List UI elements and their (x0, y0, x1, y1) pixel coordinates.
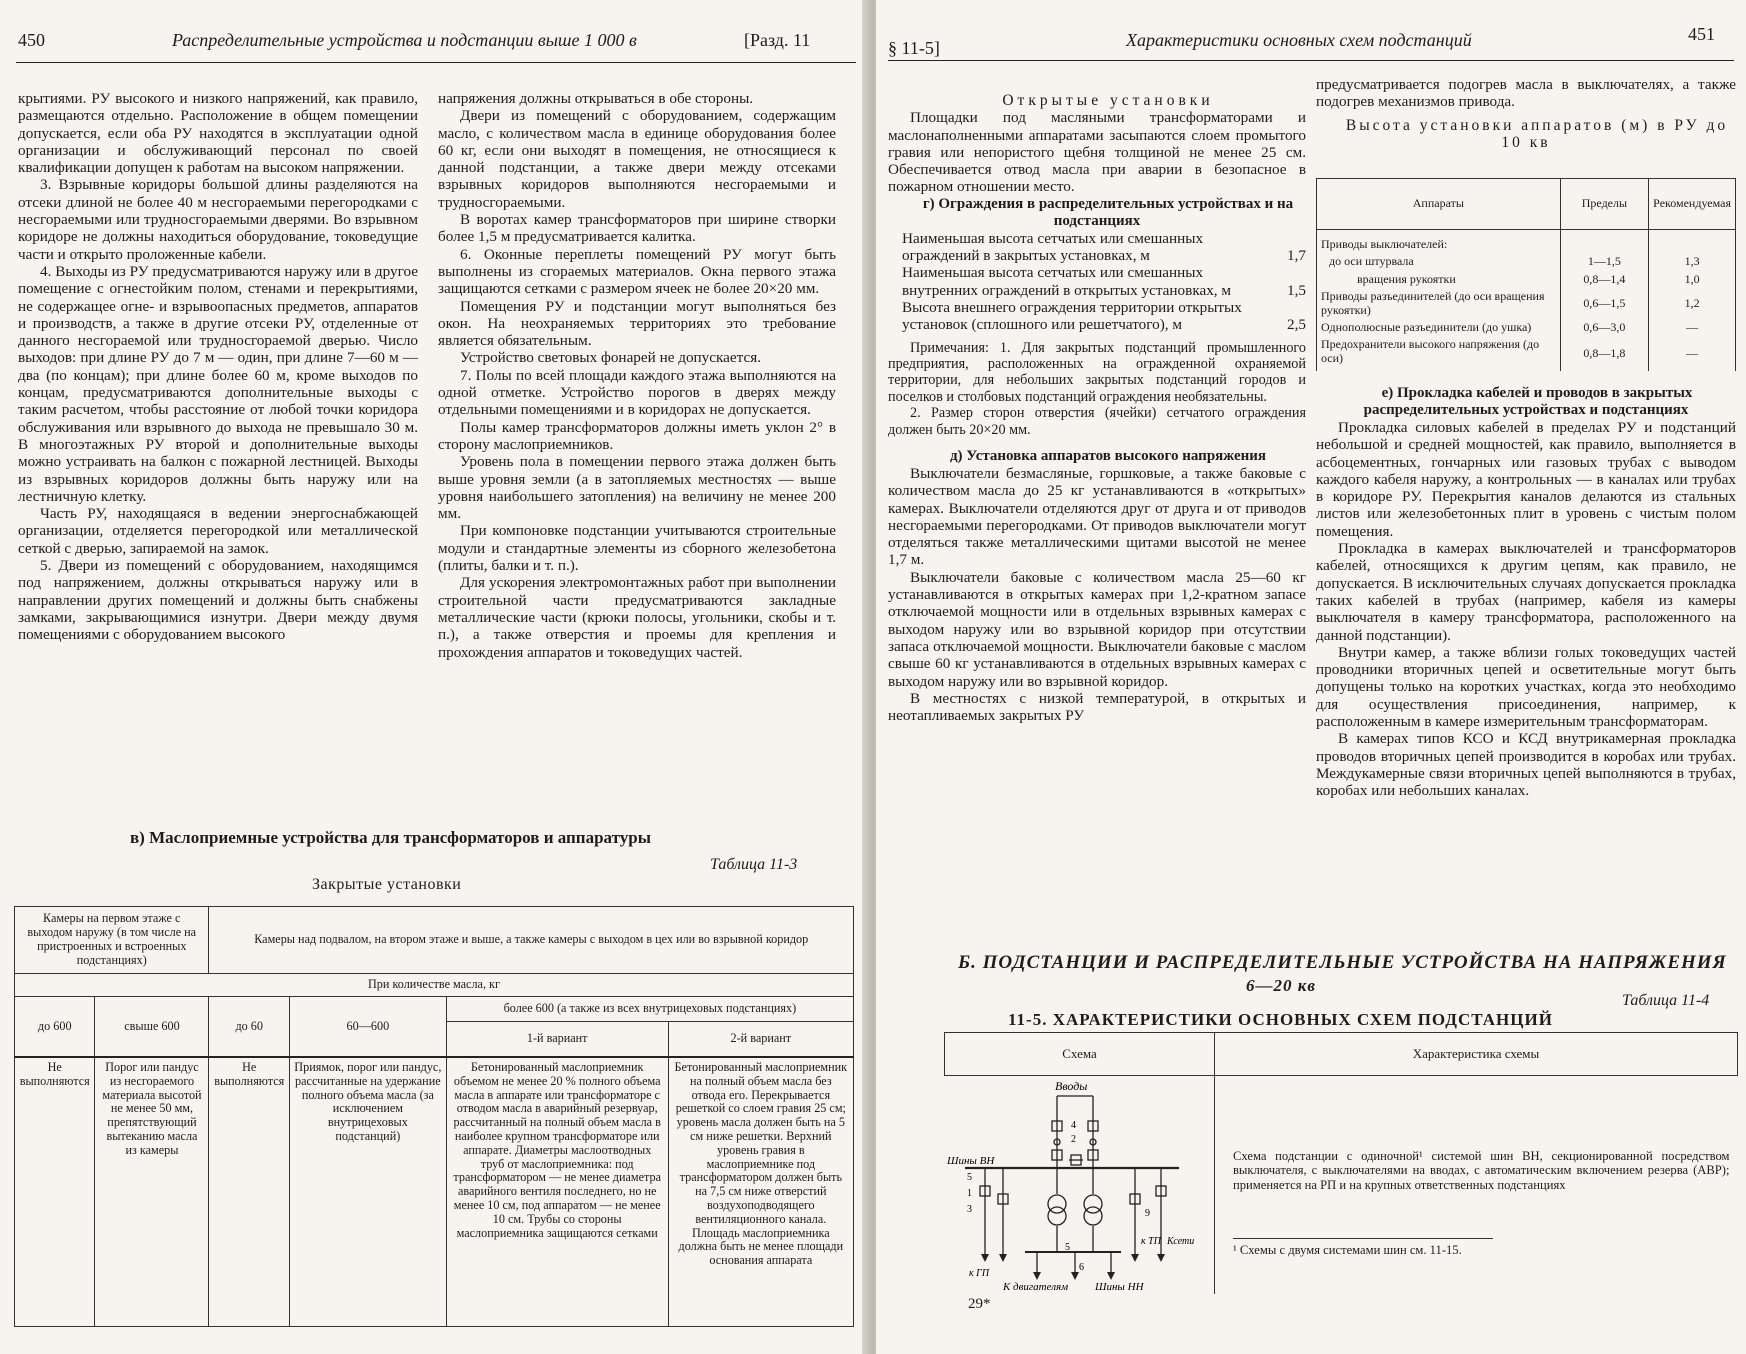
paragraph: предусматривается подогрев масла в выключателях, а также подогрев механизмов привода. (1316, 76, 1736, 111)
header-limits: Пределы (1560, 179, 1649, 230)
table-cell: Порог или пандус из несгораемого материала высотой не менее 50 мм, препятствующий вытеканию масла из камеры (95, 1057, 209, 1327)
paragraph: 4. Выходы из РУ предусматриваются наружу или в другое помещение с огнестойким полом, стенами и перекрытиями, не содержащее огне- и взрывоопасных предметов, аппаратов и производств, а также в другие отсеки РУ, отделенные от данного несгораемой или трудносгораемой дверью. Число выходов: при длине РУ до 7 м — один, при длине 7—60 м — два (по концам); при длине более 60 м, кроме выходов по концам, предусматриваются дополнительные выходы с таким расчетом, чтобы расстояние от любой точки коридора обслуживания или взрывного до выхода не превышало 30 м. В многоэтажных РУ второй и дополнительные выходы можно устраивать на балкон с пожарной лестницей. Выходы из взрывных коридоров должны быть наружу или на лестничную клетку. (18, 262, 418, 505)
header-first-floor: Камеры на первом этаже с выходом наружу (в том числе на пристроенных и встроенных подстанциях) (15, 907, 209, 974)
footnote: ¹ Схемы с двумя системами шин см. 11-15. (1233, 1238, 1493, 1257)
right-column-1 (888, 92, 1306, 724)
paragraph: 6. Оконные переплеты помещений РУ могут быть выполнены из сгораемых материалов. Окна первого этажа защищаются сетками с размером ячеек не более 20×20 мм. (438, 245, 836, 298)
paragraph: крытиями. РУ высокого и низкого напряжений, как правило, размещаются отдельно. Расположение в общем помещении допускается, если оба РУ находятся в эксплуатации одной организации и обслуживающий персонал по своей квалификации допущен к работам на высоком напряжении. (18, 90, 418, 177)
paragraph: Прокладка в камерах выключателей и трансформаторов кабелей, относящихся к другим цепям, как правило, не допускается. В исключительных случаях допускается прокладка таких кабелей в трубах (например, кабеля из камеры выключателя в камеру трансформатора, расположенного на данной подстанции). (1316, 540, 1736, 644)
paragraph: Часть РУ, находящаяся в ведении энергоснабжающей организации, отделяется перегородкой или металлической сеткой с дверью, запираемой на замок. (18, 505, 418, 557)
table-cell: Однополюсные разъединители (до ушка) (1317, 319, 1561, 336)
table-caption: Таблица 11-3 (710, 856, 798, 873)
left-column-2 (438, 90, 836, 661)
paragraph: Площадки под масляными трансформаторами и маслонаполненными аппаратами засыпаются слоем промытого гравия или непористого щебня толщиной не менее 25 см. Обеспечивается отвод масла при аварии в безопасное в пожарном отношении место. (888, 109, 1306, 196)
diagram-label: 5 (966, 1172, 972, 1183)
fence-param (888, 299, 1306, 334)
header-recommended: Рекомендуемая (1649, 179, 1736, 230)
block-title-oil-receivers: в) Маслоприемные устройства для трансформаторов и аппаратуры (130, 828, 651, 847)
paragraph: В местностях с низкой температурой, в открытых и неотапливаемых закрытых РУ (888, 689, 1306, 725)
header-gt600: свыше 600 (95, 997, 209, 1058)
param-text: Высота внешнего ограждения территории открытых установок (сплошного или решетчатого), м (902, 298, 1242, 334)
paragraph: Помещения РУ и подстанции могут выполняться без окон. На неохраняемых территориях это требование является обязательным. (438, 297, 836, 350)
paragraph: Выключатели баковые с количеством масла 25—60 кг устанавливаются в открытых камерах при 1,2-кратном запасе отключаемой мощности или в отдельных взрывных камерах с выходом наружу или во взрывной коридор при отсутствии запаса отключаемой мощности. Выключатели баковые с маслом свыше 60 кг устанавливаются в отдельных взрывных камерах с выходом наружу или во взрывной коридор. (888, 568, 1306, 690)
note: 2. Размер сторон отверстия (ячейки) сетчатого ограждения должен быть 20×20 мм. (888, 405, 1306, 438)
diagram-label: 5 (1064, 1242, 1070, 1253)
header-more600: более 600 (а также из всех внутрицеховых подстанциях) (446, 997, 853, 1022)
table-cell: до оси штурвала (1317, 253, 1561, 270)
header-le60: до 60 (209, 997, 289, 1058)
signature-mark: 29* (968, 1296, 991, 1312)
scheme-description (1214, 1076, 1737, 1295)
fence-param (888, 264, 1306, 299)
right-page (876, 0, 1746, 1354)
paragraph: Устройство световых фонарей не допускается. (460, 349, 761, 367)
table-cell: Приямок, порог или пандус, рассчитанные на удержание полного объема масла (за исключением внутрицеховых подстанций) (289, 1057, 446, 1327)
diagram-label: 9 (1144, 1208, 1150, 1219)
table-cell: 1,2 (1649, 288, 1736, 319)
diagram-label: 4 (1070, 1120, 1076, 1131)
paragraph: Для ускорения электромонтажных работ при выполнении строительной части предусматриваются закладные металлические части (крюки полосы, угольники, скобы и т. п.), а также отверстия и проемы для крепления и прохождения аппаратов и токоведущих частей. (438, 574, 836, 661)
section-ref: § 11-5] (888, 38, 940, 58)
table-cell: Не выполняются (15, 1057, 95, 1327)
param-value: 1,5 (1287, 281, 1306, 299)
diagram-label: к ГП (968, 1268, 989, 1279)
diagram-label: к ТП (1140, 1236, 1161, 1247)
param-text: Наименьшая высота сетчатых или смешанных ограждений в закрытых установках, м (902, 229, 1204, 265)
apparatus-height-table (1316, 178, 1736, 371)
paragraph: напряжения должны открываться в обе стороны. (438, 90, 754, 107)
table-cell: — (1649, 336, 1736, 371)
table-cell: Предохранители высокого напряжения (до оси) (1317, 336, 1561, 371)
section-b-subtitle: 6—20 кв (1246, 976, 1316, 995)
table-caption: Таблица 11-4 (1622, 992, 1710, 1009)
table-cell: 1,3 (1649, 253, 1736, 270)
table-cell: — (1649, 319, 1736, 336)
header-variant-2: 2-й вариант (668, 1022, 853, 1058)
running-head: Характеристики основных схем подстанций (1126, 30, 1472, 50)
table-cell: Бетонированный маслоприемник на полный объем масла без отвода его. Перекрывается решеткой со слоем гравия 25 см; уровень масла должен быть на 5 см ниже решетки. Верхний уровень гравия в маслоприемнике под трансформатором должен быть на 7,5 см ниже отверстий воздухоподводящего вентиляционного канала. Площадь маслоприемника должна быть не менее площади основания аппарата (668, 1057, 853, 1327)
param-text: Наименьшая высота сетчатых или смешанных внутренних ограждений в открытых установках, м (902, 264, 1232, 299)
diagram-label: Ксети (1166, 1236, 1194, 1247)
page-number: 450 (18, 30, 45, 50)
header-scheme: Схема (945, 1033, 1215, 1076)
header-other-chambers: Камеры над подвалом, на втором этаже и выше, а также камеры с выходом в цех или во взрывной коридор (209, 907, 854, 974)
param-value: 2,5 (1287, 316, 1306, 334)
table-cell: вращения рукоятки (1317, 271, 1561, 288)
header-rule (888, 60, 1734, 61)
section-ref: [Разд. 11 (744, 30, 811, 50)
paragraph: 7. Полы по всей площади каждого этажа выполняются на одной отметке. Устройство порогов в дверях между отдельными помещениями и в коридорах не допускается. (438, 366, 836, 419)
table-cell: 0,8—1,8 (1560, 336, 1649, 371)
header-apparatus: Аппараты (1317, 179, 1561, 230)
table-cell: Приводы выключателей: (1317, 230, 1561, 254)
diagram-label: Вводы (1054, 1079, 1087, 1093)
fence-param (888, 230, 1306, 265)
right-column-2 (1316, 76, 1736, 151)
section-11-5-title: 11-5. ХАРАКТЕРИСТИКИ ОСНОВНЫХ СХЕМ ПОДСТАНЦИЙ (1008, 1010, 1553, 1029)
paragraph: Полы камер трансформаторов должны иметь уклон 2° в сторону маслоприемников. (438, 418, 836, 453)
header-oil-amount: При количестве масла, кг (15, 974, 854, 997)
left-column-1 (18, 90, 418, 644)
table-cell (1649, 230, 1736, 254)
table-cell: Не выполняются (209, 1057, 289, 1327)
table-subtitle: Закрытые установки (312, 876, 462, 893)
scheme-cell (945, 1076, 1215, 1295)
section-b-title: Б. ПОДСТАНЦИИ И РАСПРЕДЕЛИТЕЛЬНЫЕ УСТРОЙСТВА НА НАПРЯЖЕНИЯ (958, 952, 1727, 973)
diagram-label: 3 (966, 1204, 972, 1215)
page-number: 451 (1688, 24, 1715, 44)
diagram-label: 1 (966, 1188, 972, 1199)
header-60-600: 60—600 (289, 997, 446, 1058)
paragraph: Выключатели безмасляные, горшковые, а также баковые с количеством масла до 25 кг устанавливаются в «открытых» камерах. Выключатели отделяются друг от друга и от приводов несгораемыми перегородками. От приводов выключатели могут отделяться также металлическими щитами высотой не менее 1,7 м. (888, 465, 1306, 569)
section-g-title: г) Ограждения в распределительных устройствах и на подстанциях (922, 195, 1294, 229)
diagram-label: Шины НН (1094, 1281, 1144, 1293)
header-characteristic: Характеристика схемы (1214, 1033, 1737, 1076)
table-cell (1560, 230, 1649, 254)
paragraph: В камерах типов КСО и КСД внутрикамерная прокладка проводов вторичных цепей производится в коробах или трубах. Междукамерные связи вторичных цепей выполняются в трубах, коробах или небольших каналах. (1316, 730, 1736, 800)
header-le600: до 600 (15, 997, 95, 1058)
table-cell: 1—1,5 (1560, 253, 1649, 270)
paragraph: Двери из помещений с оборудованием, содержащим масло, с количеством масла в единице оборудования более 60 кг, если они выходят в помещения, не относящиеся к данной подстанции, а также двери между отсеками взрывных коридоров выполняются несгораемыми и трудносгораемыми. (438, 107, 836, 211)
diagram-label: К двигателям (1002, 1281, 1068, 1293)
running-head: Распределительные устройства и подстанции выше 1 000 в (172, 30, 637, 50)
table-cell: 0,6—1,5 (1560, 288, 1649, 319)
diagram-label: Шины ВН (946, 1155, 994, 1167)
note: Примечания: 1. Для закрытых подстанций промышленного предприятия, расположенных на огражденной охраняемой территории, для небольших закрытых подстанций городов и поселков и столбовых подстанций ограждения необязательны. (888, 339, 1306, 405)
table-11-3 (14, 906, 854, 1327)
diagram-label: 2 (1070, 1134, 1076, 1145)
diagram-label: 6 (1078, 1262, 1084, 1273)
table-cell: Приводы разъединителей (до оси вращения рукоятки) (1317, 288, 1561, 319)
table-cell: Бетонированный маслоприемник объемом не менее 20 % полного объема масла в аппарате или трансформаторе с отводом масла в аварийный резервуар, рассчитанный на полный объем масла в наиболее крупном трансформаторе или аппарате. Диаметры маслоотводных труб от маслоприемника: под трансформатором — не менее диаметра аварийного вентиля последнего, но не менее 10 см, под аппаратом — не менее 10 см. Трубы со стороны маслоприемника защищаются сетками (446, 1057, 668, 1327)
header-variant-1: 1-й вариант (446, 1022, 668, 1058)
paragraph: 5. Двери из помещений с оборудованием, находящимся под напряжением, должны открываться наружу или в направлении других помещений и должны быть снабжены замками, закрывающимися изнутри. Двери между двумя помещениями с оборудованием высокого (18, 557, 418, 644)
paragraph: 3. Взрывные коридоры большой длины разделяются на отсеки длиной не более 40 м несгораемыми перегородками с несгораемыми или трудносгораемыми дверями. Во взрывном коридоре не должны находиться оборудование, токоведущие части и открыто проложенные кабели. (18, 176, 418, 263)
description-text: Схема подстанции с одиночной¹ системой шин ВН, секционированной посредством выключателя, с выключателями на вводах, с автоматическим включением резерва (АВР); применяется на РП и на крупных ответственных подстанциях (1232, 1148, 1730, 1192)
open-installations-title: Открытые установки (1002, 92, 1214, 109)
table-cell: 0,8—1,4 (1560, 271, 1649, 288)
param-value: 1,7 (1287, 247, 1306, 265)
right-column-2-lower (1316, 385, 1736, 800)
header-rule (16, 62, 856, 63)
table-cell: 1,0 (1649, 271, 1736, 288)
section-d-title: д) Установка аппаратов высокого напряжения (949, 448, 1267, 464)
section-e-title: е) Прокладка кабелей и проводов в закрытых распределительных устройствах и подстанциях (1363, 385, 1693, 418)
table-cell: 0,6—3,0 (1560, 319, 1649, 336)
table-11-4 (944, 1032, 1738, 1294)
paragraph: При компоновке подстанции учитываются строительные модули и стандартные элементы из сборного железобетона (плиты, балки и т. п.). (438, 522, 836, 575)
height-table-title: Высота установки аппаратов (м) в РУ до 10 кв (1345, 116, 1729, 151)
left-page (0, 0, 870, 1354)
paragraph: В воротах камер трансформаторов при ширине створки более 1,5 м предусматривается калитка. (438, 211, 836, 246)
paragraph: Уровень пола в помещении первого этажа должен быть выше уровня земли (а в затопляемых местностях — выше уровня наибольшего затопления) на величину не менее 200 мм. (438, 453, 836, 523)
paragraph: Прокладка силовых кабелей в пределах РУ и подстанций небольшой и средней мощностей, как правило, выполняется в асбоцементных, гончарных или газовых трубах с выводом каждого кабеля наружу, а контрольных — в каналах или трубах в коридоре РУ. Перекрытия каналов делаются из стальных листов или железобетонных плит в уровень с чистым полом помещения. (1316, 419, 1736, 540)
paragraph: Внутри камер, а также вблизи голых токоведущих частей проводники вторичных цепей и осветительные могут быть допущены только на коротких участках, когда это необходимо для осуществления присоединения, например, к расположенным в камере измерительным трансформаторам. (1316, 643, 1736, 731)
substation-scheme-diagram (945, 1076, 1213, 1294)
